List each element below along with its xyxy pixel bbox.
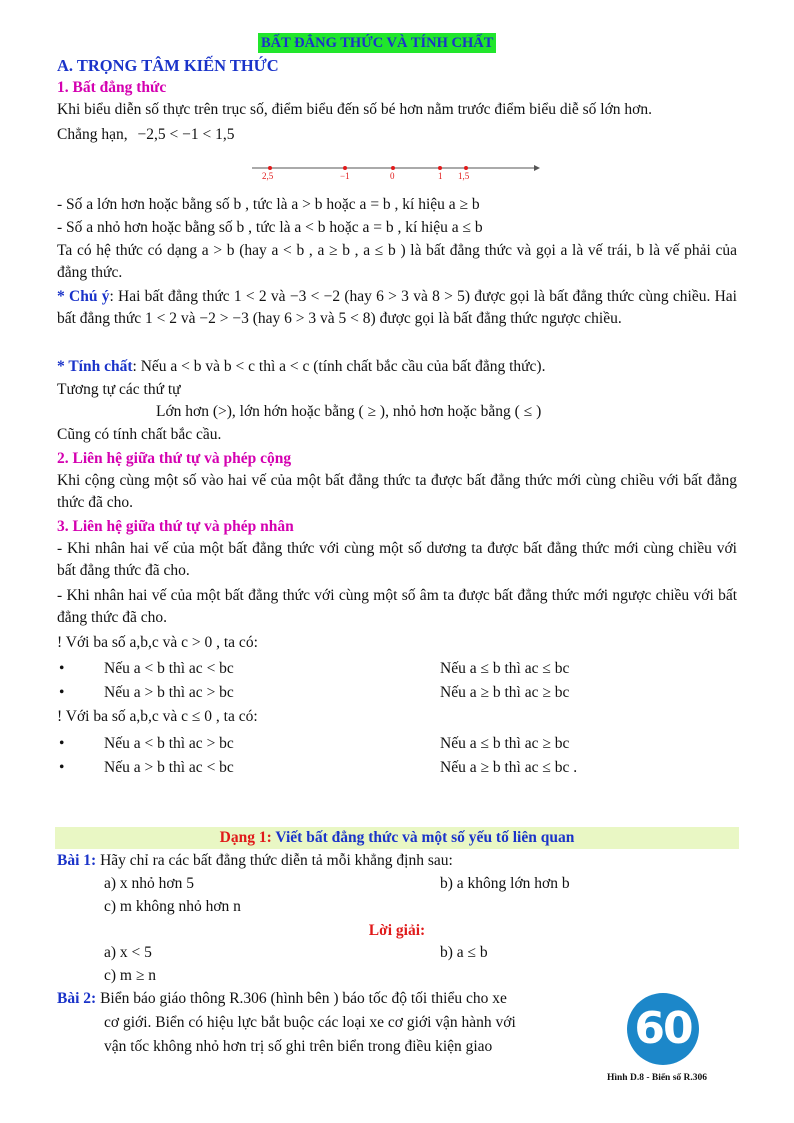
bai1-sa: a) x < 5 (104, 944, 152, 961)
dang1-text: Viết bất đẳng thức và một số yếu tố liên quan (271, 829, 575, 846)
bai1 (57, 850, 737, 872)
s1-p4: Tương tự các thứ tự (57, 381, 181, 398)
number-line-arrow (534, 165, 540, 171)
dang1-band (55, 827, 739, 849)
s3-c2: ! Với ba số a,b,c và c ≤ 0 , ta có: (57, 708, 258, 725)
c1-row-left: Nếu a > b thì ac > bc (104, 684, 234, 701)
page-title: BẤT ĐẲNG THỨC VÀ TÍNH CHẤT (258, 33, 496, 53)
bullet: • (59, 660, 65, 677)
note-label: * Chú ý (57, 288, 110, 305)
point-1 (438, 166, 442, 170)
tick-label: 0 (390, 171, 395, 181)
s2-p: Khi cộng cùng một số vào hai vế của một bất đẳng thức ta được bất đẳng thức mới cùng chiều với bất đẳng thức đã cho. (57, 472, 737, 511)
dang1-label: Dạng 1: (219, 829, 272, 846)
tick-label: 2,5 (262, 171, 274, 181)
figure-caption: Hình D.8 - Biển số R.306 (607, 1073, 708, 1083)
s1-p6: Cũng có tính chất bắc cầu. (57, 426, 222, 443)
bullet: • (59, 759, 65, 776)
speed-sign-r306: 60 (627, 993, 699, 1065)
s1-b1: - Số a lớn hơn hoặc bằng số b , tức là a > b hoặc a = b , kí hiệu a ≥ b (57, 196, 480, 213)
s2-heading: 2. Liên hệ giữa thứ tự và phép cộng (57, 450, 292, 467)
c2-row-left: Nếu a > b thì ac < bc (104, 759, 234, 776)
s3-heading: 3. Liên hệ giữa thứ tự và phép nhân (57, 518, 294, 535)
bai2-l1 (57, 988, 582, 1010)
bai2-l2: cơ giới. Biển có hiệu lực bắt buộc các loại xe cơ giới vận hành với (104, 1014, 516, 1031)
s1-p3: Ta có hệ thức có dạng a > b (hay a < b , a ≥ b , a ≤ b ) là bất đẳng thức và gọi a là vế trái, b là vế phải của đẳng thức. (57, 242, 737, 281)
bai1-sb: b) a ≤ b (440, 944, 488, 961)
c2-row-left: Nếu a < b thì ac > bc (104, 735, 234, 752)
point-1-5 (464, 166, 468, 170)
s1-p2-math: −2,5 < −1 < 1,5 (137, 126, 235, 143)
tick-label: 1 (438, 171, 443, 181)
bullet: • (59, 735, 65, 752)
bai1-solution-label: Lời giải: (368, 922, 426, 939)
bai1-b: b) a không lớn hơn b (440, 875, 570, 892)
number-line (250, 158, 550, 188)
c1-row-left: Nếu a < b thì ac < bc (104, 660, 234, 677)
point-neg-1 (343, 166, 347, 170)
bai1-sc: c) m ≥ n (104, 967, 156, 984)
number-line-svg (250, 158, 550, 188)
s3-p2: - Khi nhân hai vế của một bất đẳng thức với cùng một số âm ta được bất đẳng thức mới ngược chiều với bất đẳng thức đã cho. (57, 587, 737, 626)
tick-label: 1,5 (458, 171, 470, 181)
s1-heading: 1. Bất đẳng thức (57, 79, 167, 96)
s1-p1: Khi biểu diễn số thực trên trục số, điểm biểu đến số bé hơn nằm trước điểm biểu diễ số lớn hơn. (57, 101, 652, 118)
note-text: : Hai bất đẳng thức 1 < 2 và −3 < −2 (hay 6 > 3 và 8 > 5) được gọi là bất đẳng thức cùng chiều. Hai bất đẳng thức 1 < 2 và −2 > −3 (hay 6 > 3 và 5 < 8) được gọi là bất đẳng thức ngược chiều. (57, 288, 737, 327)
s3-p1: - Khi nhân hai vế của một bất đẳng thức với cùng một số dương ta được bất đẳng thức mới cùng chiều với bất đẳng thức đã cho. (57, 540, 737, 579)
bai1-text: Hãy chỉ ra các bất đẳng thức diễn tả mỗi khẳng định sau: (96, 852, 453, 869)
c1-row-right: Nếu a ≥ b thì ac ≥ bc (440, 684, 570, 701)
s1-p2 (57, 124, 737, 146)
bai2-text: Biển báo giáo thông R.306 (hình bên ) báo tốc độ tối thiểu cho xe (96, 990, 507, 1007)
tick-label: −1 (340, 171, 350, 181)
bai1-label: Bài 1: (57, 852, 97, 869)
bai1-a: a) x nhỏ hơn 5 (104, 875, 194, 892)
c1-row-right: Nếu a ≤ b thì ac ≤ bc (440, 660, 570, 677)
prop-text: : Nếu a < b và b < c thì a < c (tính chất bắc cầu của bất đẳng thức). (132, 358, 546, 375)
bai1-c: c) m không nhỏ hơn n (104, 898, 241, 915)
prop-label: * Tính chất (57, 358, 133, 375)
c2-row-right: Nếu a ≤ b thì ac ≥ bc (440, 735, 570, 752)
point-0 (391, 166, 395, 170)
s1-p5: Lớn hơn (>), lớn hớn hoặc bằng ( ≥ ), nhỏ hơn hoặc bằng ( ≤ ) (156, 403, 542, 420)
bai2-l3: vận tốc không nhỏ hơn trị số ghi trên biển trong điều kiện giao (104, 1038, 493, 1055)
bai2-label: Bài 2: (57, 990, 97, 1007)
s1-prop (57, 356, 737, 378)
s3-c1: ! Với ba số a,b,c và c > 0 , ta có: (57, 634, 258, 651)
bullet: • (59, 684, 65, 701)
s1-note (57, 286, 737, 330)
point-neg-2-5 (268, 166, 272, 170)
section-a-heading: A. TRỌNG TÂM KIẾN THỨC (57, 56, 279, 75)
s1-p2-text: Chẳng hạn, (57, 126, 128, 143)
s1-b2: - Số a nhỏ hơn hoặc bằng số b , tức là a < b hoặc a = b , kí hiệu a ≤ b (57, 219, 483, 236)
c2-row-right: Nếu a ≥ b thì ac ≤ bc . (440, 759, 578, 776)
